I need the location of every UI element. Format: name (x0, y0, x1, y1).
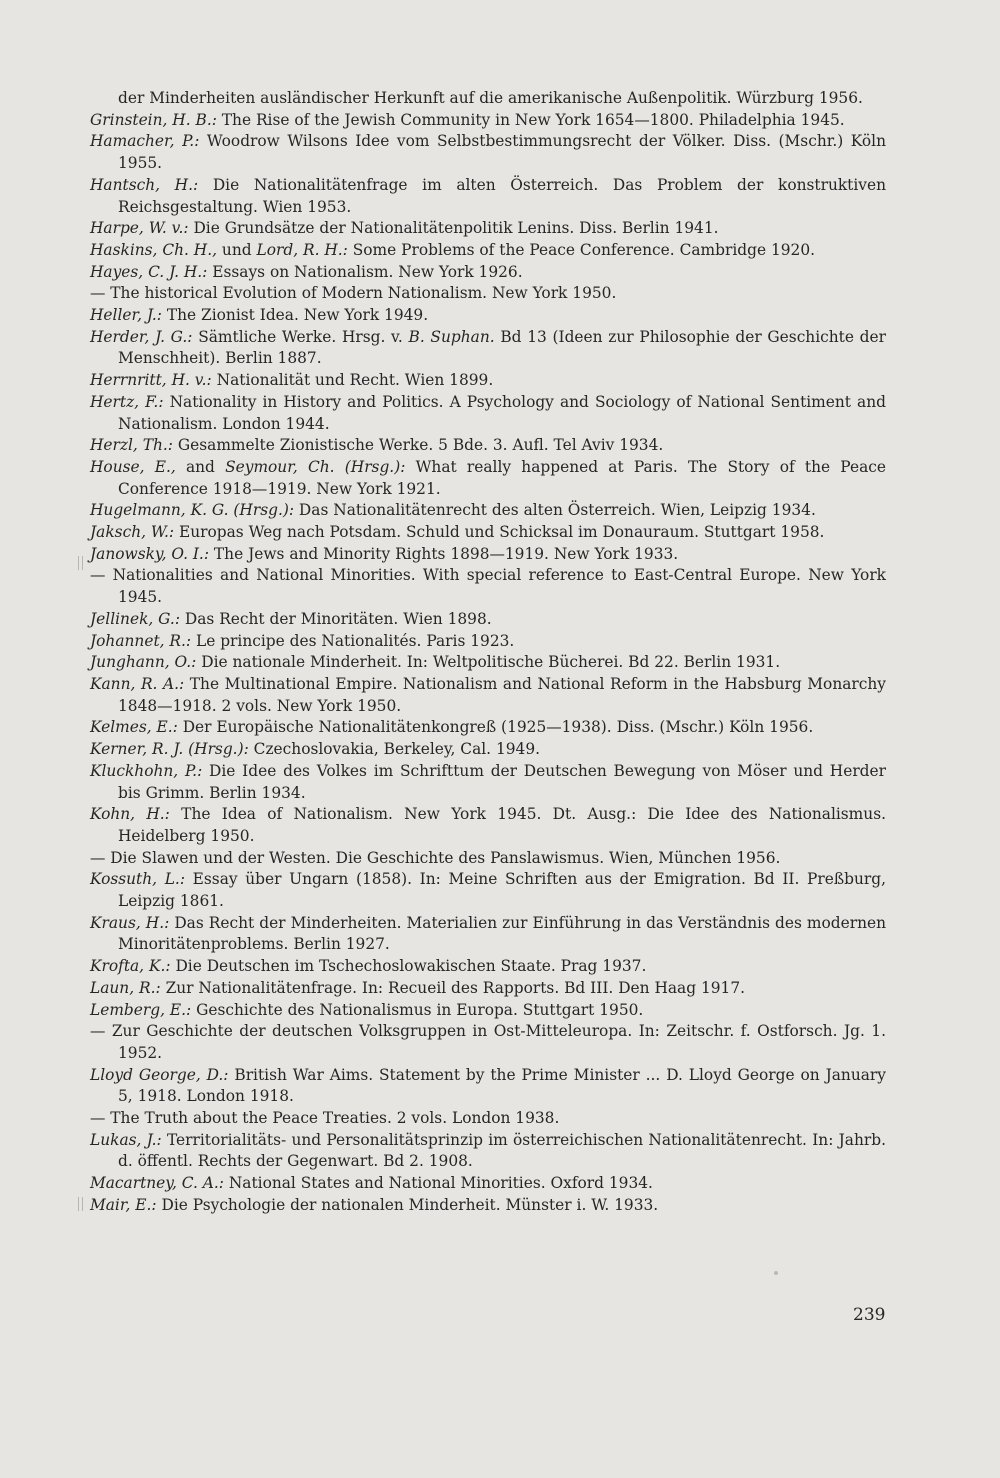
entry-text: Nationality in History and Politics. A Psychology and Sociology of National Sentiment and Nationalism. London 1944. (118, 392, 886, 433)
entry-text: Das Nationalitätenrecht des alten Österreich. Wien, Leipzig 1934. (294, 501, 816, 520)
bib-entry (90, 131, 886, 174)
bib-entry (90, 1065, 886, 1108)
bib-entry (90, 1108, 886, 1130)
margin-mark (78, 1197, 83, 1211)
entry-author: Krofta, K.: (90, 957, 171, 976)
bib-entry (90, 1195, 886, 1217)
entry-author: Hugelmann, K. G. (Hrsg.): (90, 501, 295, 520)
bib-entry (90, 609, 886, 631)
entry-text: Die Idee des Volkes im Schrifttum der Deutschen Bewegung von Möser und Herder bis Grimm. Berlin 1934. (118, 761, 886, 802)
entry-author: Lemberg, E.: (90, 1000, 192, 1019)
bib-entry (90, 631, 886, 653)
entry-author: Laun, R.: (90, 978, 161, 997)
entry-author: Hayes, C. J. H.: (90, 262, 208, 281)
entry-author: Grinstein, H. B.: (90, 110, 217, 129)
entry-author: Herzl, Th.: (90, 436, 173, 455)
bib-entry (90, 240, 886, 262)
bib-entry (90, 739, 886, 761)
bib-entry (90, 1130, 886, 1173)
entry-author: Seymour, Ch. (Hrsg.): (225, 457, 406, 476)
entry-text: Die Nationalitätenfrage im alten Österreich. Das Problem der konstruktiven Reichsgestaltung. Wien 1953. (118, 175, 886, 216)
entry-author: Harpe, W. v.: (90, 219, 189, 238)
entry-text: Gesammelte Zionistische Werke. 5 Bde. 3. Aufl. Tel Aviv 1934. (172, 436, 664, 455)
bib-entry (90, 262, 886, 284)
entry-text: Bd 13 (Ideen zur Philosophie der Geschichte der Menschheit). Berlin 1887. (118, 327, 886, 368)
entry-author: Lord, R. H.: (256, 240, 348, 259)
entry-text: — The Truth about the Peace Treaties. 2 vols. London 1938. (90, 1109, 560, 1128)
entry-text: The Jews and Minority Rights 1898—1919. New York 1933. (209, 544, 679, 563)
entry-author: Jellinek, G.: (90, 609, 180, 628)
entry-text: — The historical Evolution of Modern Nationalism. New York 1950. (90, 284, 617, 303)
entry-text: Essays on Nationalism. New York 1926. (207, 262, 523, 281)
entry-author: Kelmes, E.: (90, 718, 178, 737)
entry-text: Nationalität und Recht. Wien 1899. (211, 371, 494, 390)
page-number: 239 (853, 1305, 886, 1325)
entry-author: Lukas, J.: (90, 1130, 162, 1149)
entry-author: House, E., (90, 457, 176, 476)
bib-entry (90, 1021, 886, 1064)
bib-entry (90, 761, 886, 804)
entry-text: British War Aims. Statement by the Prime Minister ... D. Lloyd George on January 5, 1918. London 1918. (118, 1065, 886, 1106)
entry-author: Kraus, H.: (90, 913, 170, 932)
bib-entry (90, 913, 886, 956)
entry-author: Macartney, C. A.: (90, 1174, 224, 1193)
bib-entry (90, 956, 886, 978)
entry-text: Zur Nationalitätenfrage. In: Recueil des Rapports. Bd III. Den Haag 1917. (160, 978, 746, 997)
bibliography-list (90, 88, 886, 1217)
bib-entry (90, 674, 886, 717)
bib-entry (90, 370, 886, 392)
entry-text: — Die Slawen und der Westen. Die Geschichte des Panslawismus. Wien, München 1956. (90, 848, 781, 867)
entry-text: Das Recht der Minderheiten. Materialien zur Einführung in das Verständnis des modernen Minoritätenproblems. Berlin 1927. (118, 913, 887, 954)
entry-text: Die Psychologie der nationalen Minderheit. Münster i. W. 1933. (156, 1195, 659, 1214)
bib-entry (90, 869, 886, 912)
entry-text: — Nationalities and National Minorities. With special reference to East-Central Europe. New York 1945. (90, 566, 886, 607)
entry-author: Kohn, H.: (90, 805, 170, 824)
bib-entry (90, 457, 886, 500)
speck (774, 1271, 778, 1275)
entry-author: Lloyd George, D.: (90, 1065, 229, 1084)
entry-author: Johannet, R.: (90, 631, 192, 650)
entry-text: Das Recht der Minoritäten. Wien 1898. (180, 609, 492, 628)
entry-text: Essay über Ungarn (1858). In: Meine Schriften aus der Emigration. Bd II. Preßburg, Leipzig 1861. (118, 870, 886, 911)
bib-entry (90, 978, 886, 1000)
entry-text: What really happened at Paris. The Story of the Peace Conference 1918—1919. New York 1921. (118, 457, 886, 498)
entry-text: Czechoslovakia, Berkeley, Cal. 1949. (248, 740, 541, 759)
entry-text: Woodrow Wilsons Idee vom Selbstbestimmungsrecht der Völker. Diss. (Mschr.) Köln 1955. (118, 132, 886, 173)
entry-author: Jaksch, W.: (90, 523, 175, 542)
bib-entry (90, 717, 886, 739)
entry-text: und (217, 240, 257, 259)
bib-entry (90, 435, 886, 457)
entry-author: B. Suphan. (408, 327, 495, 346)
bib-entry (90, 218, 886, 240)
entry-author: Hertz, F.: (90, 392, 164, 411)
entry-text: Le principe des Nationalités. Paris 1923. (191, 631, 515, 650)
entry-text: The Multinational Empire. Nationalism and National Reform in the Habsburg Monarchy 1848—1918. 2 vols. New York 1950. (118, 674, 886, 715)
entry-author: Kossuth, L.: (90, 870, 186, 889)
entry-text: and (175, 457, 226, 476)
bib-entry (90, 175, 886, 218)
entry-text: Geschichte des Nationalismus in Europa. Stuttgart 1950. (191, 1000, 644, 1019)
bib-entry (90, 327, 886, 370)
entry-author: Kerner, R. J. (Hrsg.): (90, 740, 249, 759)
bib-entry (90, 848, 886, 870)
bib-entry (90, 804, 886, 847)
bib-entry (90, 565, 886, 608)
bib-entry (90, 305, 886, 327)
entry-author: Hamacher, P.: (90, 132, 200, 151)
entry-author: Haskins, Ch. H., (90, 240, 218, 259)
entry-text: Die Grundsätze der Nationalitätenpolitik Lenins. Diss. Berlin 1941. (188, 219, 719, 238)
entry-text: Sämtliche Werke. Hrsg. v. (192, 327, 409, 346)
bib-entry (90, 1000, 886, 1022)
entry-author: Junghann, O.: (90, 653, 197, 672)
entry-text: Territorialitäts- und Personalitätsprinzip im österreichischen Nationalitätenrecht. In: Jahrb. d. öffentl. Rechts der Gegenwart. Bd 2. 1908. (118, 1130, 886, 1171)
margin-mark (78, 556, 83, 570)
bib-entry (90, 544, 886, 566)
entry-author: Heller, J.: (90, 306, 162, 325)
entry-text: The Idea of Nationalism. New York 1945. Dt. Ausg.: Die Idee des Nationalismus. Heidelberg 1950. (118, 805, 886, 845)
entry-author: Kluckhohn, P.: (90, 761, 203, 780)
entry-author: Janowsky, O. I.: (90, 544, 210, 563)
entry-text: — Zur Geschichte der deutschen Volksgruppen in Ost-Mitteleuropa. In: Zeitschr. f. Ostforsch. Jg. 1. 1952. (90, 1022, 886, 1062)
bib-entry (90, 1173, 886, 1195)
entry-author: Kann, R. A.: (90, 674, 185, 693)
entry-text: National States and National Minorities. Oxford 1934. (223, 1174, 653, 1193)
bib-entry (90, 110, 886, 132)
entry-text: Europas Weg nach Potsdam. Schuld und Schicksal im Donauraum. Stuttgart 1958. (174, 523, 825, 542)
entry-text: der Minderheiten ausländischer Herkunft auf die amerikanische Außenpolitik. Würzburg 1956. (118, 89, 863, 107)
entry-author: Hantsch, H.: (90, 175, 199, 194)
bib-entry (90, 500, 886, 522)
entry-text: The Zionist Idea. New York 1949. (161, 306, 429, 325)
bib-entry (90, 522, 886, 544)
entry-author: Herder, J. G.: (90, 327, 193, 346)
bib-entry (90, 88, 886, 110)
entry-text: Der Europäische Nationalitätenkongreß (1925—1938). Diss. (Mschr.) Köln 1956. (177, 718, 814, 737)
entry-text: The Rise of the Jewish Community in New York 1654—1800. Philadelphia 1945. (216, 110, 845, 129)
entry-author: Mair, E.: (90, 1195, 157, 1214)
entry-text: Die nationale Minderheit. In: Weltpolitische Bücherei. Bd 22. Berlin 1931. (196, 653, 781, 672)
bib-entry (90, 652, 886, 674)
entry-text: Die Deutschen im Tschechoslowakischen Staate. Prag 1937. (170, 957, 647, 976)
bib-entry (90, 283, 886, 305)
entry-author: Herrnritt, H. v.: (90, 371, 212, 390)
entry-text: Some Problems of the Peace Conference. Cambridge 1920. (347, 240, 816, 259)
bib-entry (90, 392, 886, 435)
